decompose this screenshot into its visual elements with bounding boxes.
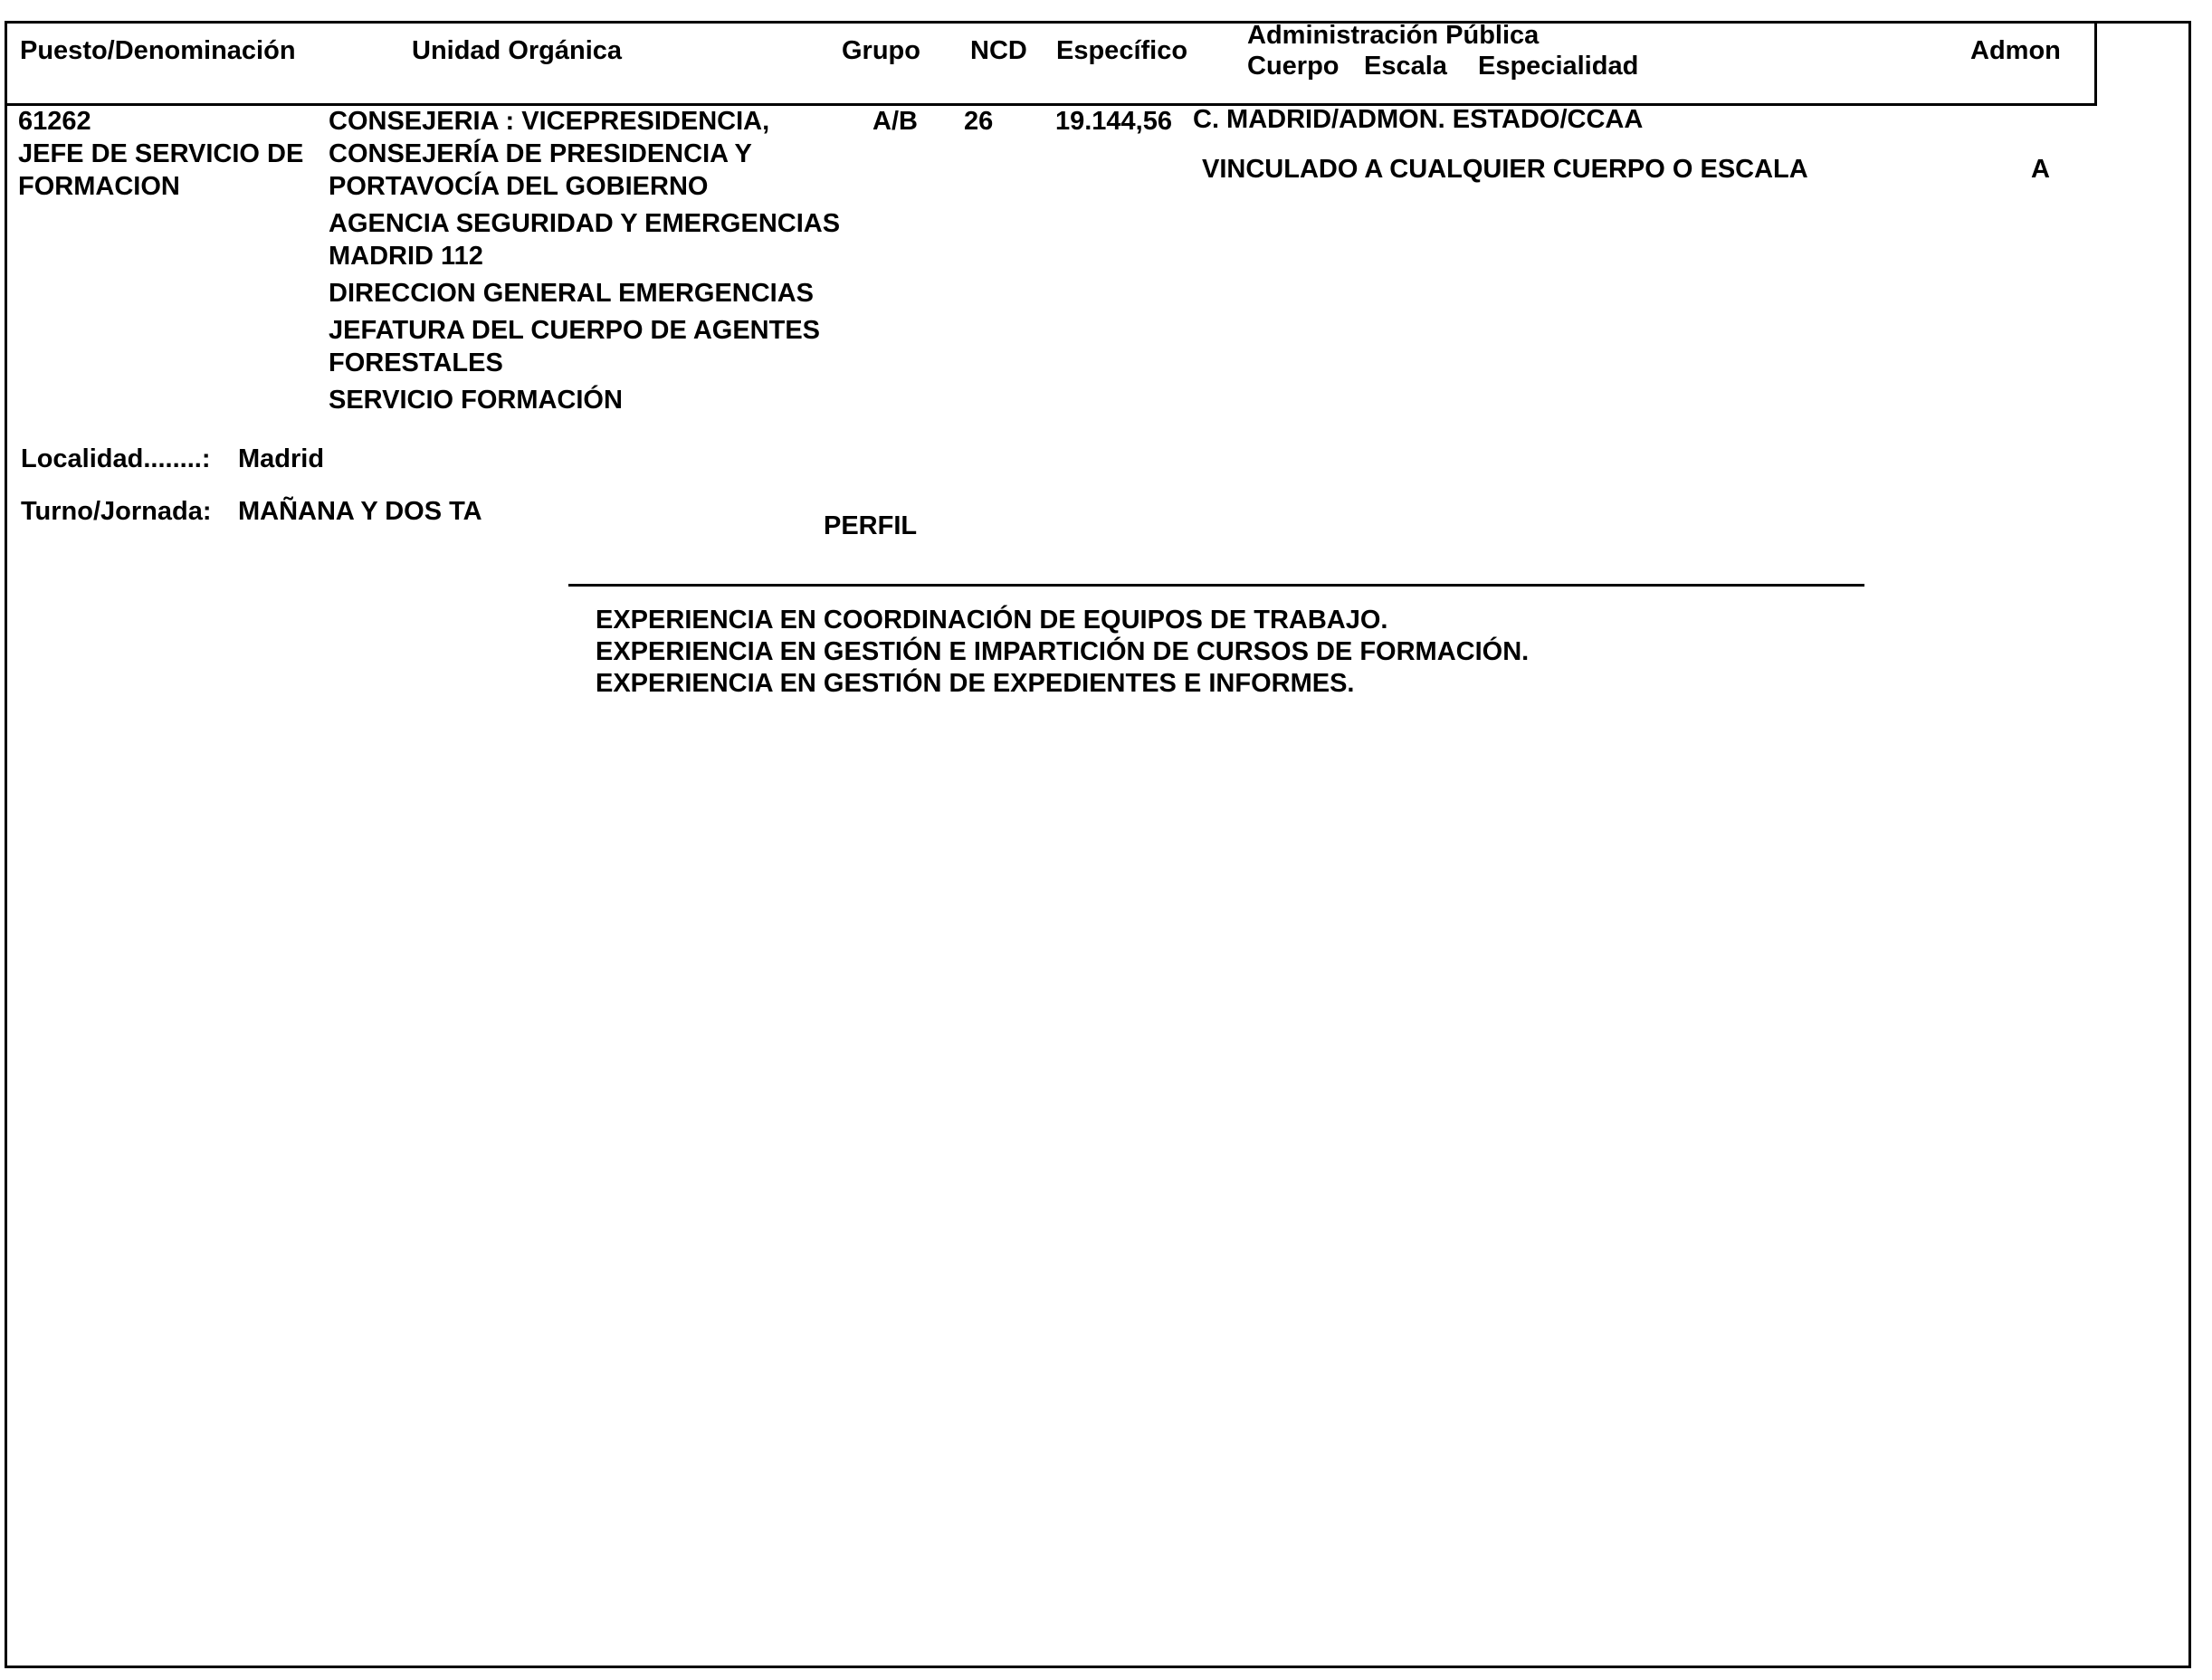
perfil-item: EXPERIENCIA EN GESTIÓN E IMPARTICIÓN DE CURSOS DE FORMACIÓN. <box>596 637 1530 666</box>
perfil-title: PERFIL <box>824 511 918 540</box>
administracion-publica-value: C. MADRID/ADMON. ESTADO/CCAA <box>1193 105 1644 134</box>
admon-value: A <box>2031 155 2050 184</box>
puesto-denominacion: JEFE DE SERVICIO DE FORMACION <box>18 139 304 201</box>
unidad-organica-item: SERVICIO FORMACIÓN <box>329 386 623 415</box>
perfil-items <box>596 605 1529 700</box>
vinculacion-value: VINCULADO A CUALQUIER CUERPO O ESCALA <box>1202 155 1808 184</box>
column-header-unidad-organica: Unidad Orgánica <box>412 36 623 65</box>
column-header-admon: Admon <box>1970 36 2061 65</box>
perfil-divider <box>568 584 1864 587</box>
unidad-organica-item: DIRECCION GENERAL EMERGENCIAS <box>329 279 815 308</box>
perfil-item: EXPERIENCIA EN COORDINACIÓN DE EQUIPOS DE TRABAJO. <box>596 606 1388 635</box>
column-header-administracion-publica: Administración Pública <box>1247 21 1540 50</box>
turno-jornada-label: Turno/Jornada: <box>21 497 212 526</box>
especifico-value: 19.144,56 <box>1054 107 1172 136</box>
table-header-right-divider <box>2094 21 2097 106</box>
localidad-value: Madrid <box>238 444 325 473</box>
turno-jornada-value: MAÑANA Y DOS TA <box>238 497 482 526</box>
perfil-item: EXPERIENCIA EN GESTIÓN DE EXPEDIENTES E INFORMES. <box>596 669 1355 698</box>
column-header-especialidad: Especialidad <box>1478 52 1639 81</box>
unidad-organica-list <box>329 105 863 421</box>
column-header-grupo: Grupo <box>842 36 920 65</box>
unidad-organica-item: CONSEJERIA : VICEPRESIDENCIA, CONSEJERÍA DE PRESIDENCIA Y PORTAVOCÍA DEL GOBIERNO <box>329 107 770 201</box>
column-header-ncd: NCD <box>970 36 1027 65</box>
column-header-escala: Escala <box>1364 52 1447 81</box>
unidad-organica-item: AGENCIA SEGURIDAD Y EMERGENCIAS MADRID 112 <box>329 209 841 271</box>
ncd-value: 26 <box>964 107 994 136</box>
column-header-cuerpo: Cuerpo <box>1247 52 1340 81</box>
column-header-puesto-denominacion: Puesto/Denominación <box>20 36 296 65</box>
unidad-organica-item: JEFATURA DEL CUERPO DE AGENTES FORESTALES <box>329 316 821 377</box>
localidad-label: Localidad........: <box>21 444 211 473</box>
puesto-codigo: 61262 <box>18 107 91 136</box>
grupo-value: A/B <box>872 107 918 136</box>
column-header-especifico: Específico <box>1056 36 1188 65</box>
